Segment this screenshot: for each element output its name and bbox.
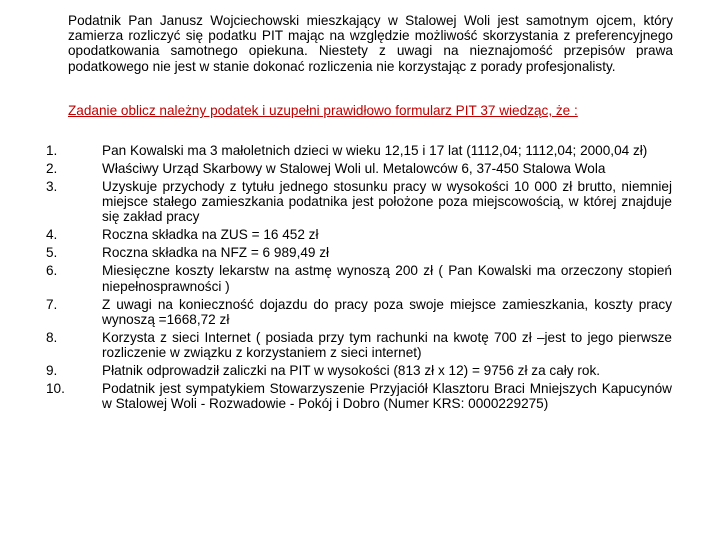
item-text: Uzyskuje przychody z tytułu jednego stosunku pracy w wysokości 10 000 zł brutto, niemniej miejsce stałego zamieszkania podatnika jest położone poza miejscowością, w której znajduje się zakład pracy <box>102 179 672 225</box>
task-heading: Zadanie oblicz należny podatek i uzupełni prawidłowo formularz PIT 37 wiedząc, że : <box>68 103 578 118</box>
list-item <box>0 161 720 176</box>
item-text: Płatnik odprowadził zaliczki na PIT w wysokości (813 zł x 12) = 9756 zł za cały rok. <box>102 363 601 379</box>
item-text: Z uwagi na konieczność dojazdu do pracy poza swoje miejsce zamieszkania, koszty pracy wynoszą =1668,72 zł <box>102 296 672 327</box>
item-text: Miesięczne koszty lekarstw na astmę wynoszą 200 zł ( Pan Kowalski ma orzeczony stopień niepełnosprawności ) <box>102 263 672 294</box>
item-number: 6. <box>46 263 58 279</box>
item-text: Roczna składka na ZUS = 16 452 zł <box>102 227 319 243</box>
list-item <box>0 143 720 158</box>
item-number: 5. <box>46 245 58 261</box>
item-number: 3. <box>46 179 58 194</box>
item-text: Roczna składka na NFZ = 6 989,49 zł <box>102 245 330 261</box>
facts-list <box>0 143 720 411</box>
list-item <box>0 363 720 378</box>
item-number: 9. <box>46 363 58 379</box>
item-number: 2. <box>46 161 58 176</box>
list-item <box>0 227 720 242</box>
item-text: Korzysta z sieci Internet ( posiada przy tym rachunki na kwotę 700 zł –jest to jego pierwsze rozliczenie w związku z korzystaniem z sieci internet) <box>102 329 672 361</box>
intro-paragraph: Podatnik Pan Janusz Wojciechowski mieszkający w Stalowej Woli jest samotnym ojcem, który zamierza rozliczyć się podatku PIT mając na względzie możliwość skorzystania z preferencyjnego opodatkowania samotnego opiekuna. Niestety z uwagi na nieznajomość przepisów prawa podatkowego nie jest w stanie dokonać rozliczenia nie korzystając z porady profesjonalisty. <box>68 13 673 74</box>
item-text: Pan Kowalski ma 3 małoletnich dzieci w wieku 12,15 i 17 lat (1112,04; 1112,04; 2000,04 zł) <box>102 143 648 158</box>
list-item <box>0 179 720 225</box>
item-number: 1. <box>46 143 58 158</box>
list-item <box>0 297 720 327</box>
item-number: 4. <box>46 227 58 243</box>
list-item <box>0 263 720 293</box>
list-item <box>0 381 720 411</box>
item-text: Podatnik jest sympatykiem Stowarzyszenie Przyjaciół Klasztoru Braci Mniejszych Kapucynów w Stalowej Woli - Rozwadowie - Pokój i Dobro (Numer KRS: 0000229275) <box>102 381 672 412</box>
item-number: 10. <box>46 381 65 397</box>
list-item <box>0 245 720 260</box>
list-item <box>0 330 720 360</box>
item-number: 7. <box>46 296 58 312</box>
item-text: Właściwy Urząd Skarbowy w Stalowej Woli ul. Metalowców 6, 37-450 Stalowa Wola <box>102 161 606 176</box>
item-number: 8. <box>46 329 58 345</box>
